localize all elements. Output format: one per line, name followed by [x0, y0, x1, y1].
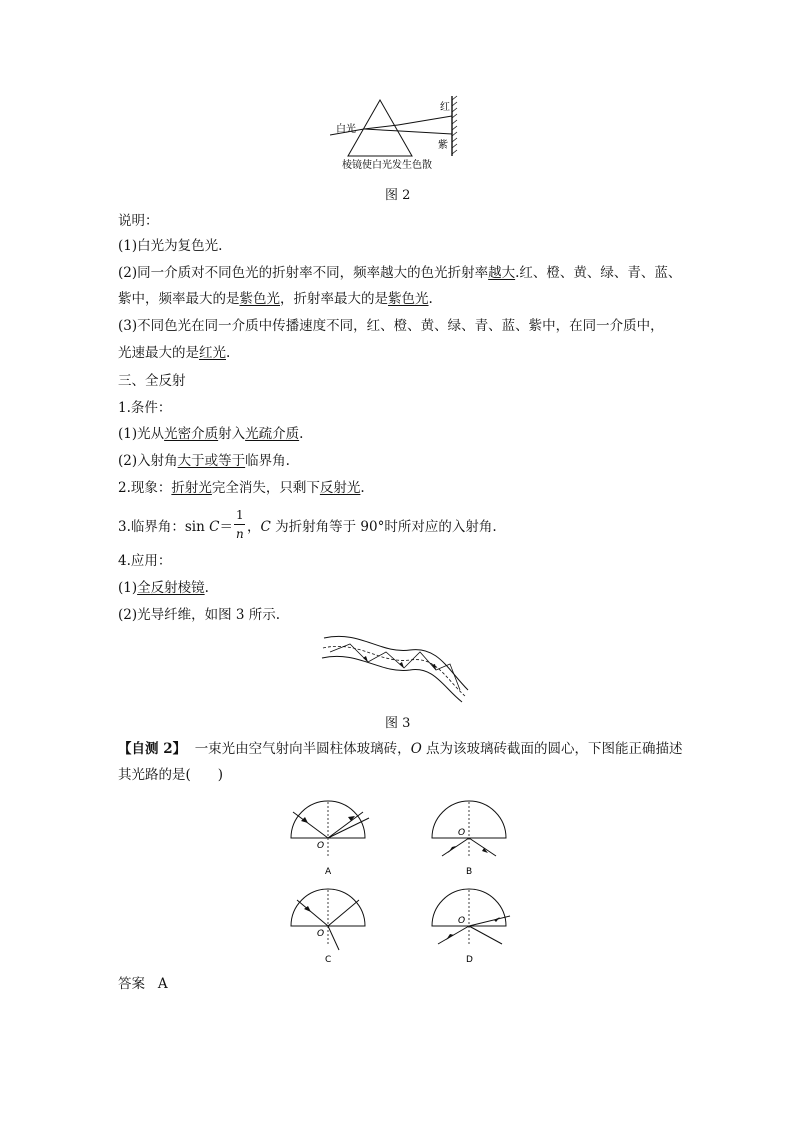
figure-2-caption: 图 2	[385, 188, 411, 203]
application-1	[118, 579, 209, 597]
critical-angle-d: 为折射角等于 90°时所对应的入射角.	[270, 519, 497, 535]
label-white-light: 白光	[336, 124, 356, 135]
condition-1-underline-1: 光密介质	[164, 426, 219, 442]
critical-angle-eq: ＝	[219, 519, 233, 535]
option-a-diagram	[283, 798, 373, 878]
phenomenon-b: 完全消失，只剩下	[211, 480, 320, 496]
condition-title: 1.条件：	[118, 400, 172, 416]
question-o: O	[410, 741, 422, 757]
label-red: 红	[440, 102, 450, 113]
answer-value: A	[157, 976, 168, 992]
note-p5-a: 光速最大的是	[118, 345, 199, 361]
note-p2-b: .红、橙、黄、绿、青、蓝、	[515, 265, 682, 281]
condition-2-a: (2)入射角	[118, 453, 178, 469]
phenomenon-a: 2.现象：	[118, 480, 172, 496]
note-p3-a: 紫中，频率最大的是	[118, 291, 240, 307]
critical-angle	[118, 507, 497, 541]
application-2: (2)光导纤维，如图 3 所示.	[118, 607, 281, 623]
note-p3-c: .	[428, 291, 433, 307]
note-p2-underline: 越大	[488, 265, 516, 281]
condition-1-c: .	[299, 426, 304, 442]
fraction-denominator: n	[235, 526, 244, 541]
note-p2	[118, 264, 681, 282]
option-a-label: A	[325, 867, 332, 877]
option-b-label: B	[466, 867, 473, 877]
option-b-diagram	[424, 798, 514, 878]
application-1-b: .	[204, 580, 209, 596]
phenomenon-c: .	[360, 480, 365, 496]
note-p3-underline-1: 紫色光	[239, 291, 280, 307]
figure-3-optical-fiber	[320, 630, 472, 706]
condition-1	[118, 425, 303, 443]
option-c-label: C	[325, 955, 332, 965]
option-d-label: D	[466, 955, 473, 965]
figure-2-prism-dispersion	[330, 94, 470, 174]
phenomenon-underline-1: 折射光	[171, 480, 212, 496]
question-line-1	[118, 740, 683, 758]
condition-1-a: (1)光从	[118, 426, 165, 442]
question-tag: 【自测 2】	[118, 741, 187, 757]
note-p5-b: .	[226, 345, 231, 361]
question-line-2: 其光路的是( )	[118, 767, 224, 783]
note-p5-underline: 红光	[199, 345, 226, 361]
fraction-numerator: 1	[235, 507, 244, 522]
option-b-center-label: O	[458, 828, 466, 838]
note-p5	[118, 344, 230, 362]
option-c-center-label: O	[317, 929, 325, 939]
question-text-1: 一束光由空气射向半圆柱体玻璃砖，	[194, 741, 411, 757]
note-title: 说明：	[118, 213, 159, 229]
fraction-1-over-n	[233, 507, 247, 541]
critical-angle-c: C	[209, 519, 220, 535]
critical-angle-b: ，	[246, 519, 261, 535]
answer	[118, 975, 168, 993]
note-p4: (3)不同色光在同一介质中传播速度不同，红、橙、黄、绿、青、蓝、紫中，在同一介质中，	[118, 318, 664, 334]
label-violet: 紫	[438, 140, 448, 151]
figure-2-inner-caption: 棱镜使白光发生色散	[342, 160, 432, 171]
option-d-center-label: O	[458, 916, 466, 926]
condition-2	[118, 452, 290, 470]
note-p3-underline-2: 紫色光	[388, 291, 429, 307]
note-p2-a: (2)同一介质对不同色光的折射率不同，频率越大的色光折射率	[118, 265, 489, 281]
condition-2-b: 临界角.	[245, 453, 290, 469]
phenomenon-underline-2: 反射光	[319, 480, 361, 496]
application-1-a: (1)	[118, 580, 138, 596]
note-p3-b: ，折射率最大的是	[280, 291, 388, 307]
note-p1: (1)白光为复色光.	[118, 238, 223, 254]
section-3-heading: 三、全反射	[118, 373, 186, 389]
option-a-center-label: O	[317, 841, 325, 851]
application-1-underline: 全反射棱镜	[137, 580, 205, 596]
condition-1-underline-2: 光疏介质	[245, 426, 300, 442]
note-p3	[118, 290, 433, 308]
condition-2-underline: 大于或等于	[177, 453, 246, 469]
phenomenon	[118, 479, 365, 497]
figure-3-caption: 图 3	[385, 716, 411, 731]
critical-angle-c2: C	[260, 519, 271, 535]
answer-label: 答案	[118, 976, 145, 992]
question-text-2: 点为该玻璃砖截面的圆心，下图能正确描述	[421, 741, 683, 757]
option-c-diagram	[283, 886, 373, 966]
condition-1-b: 射入	[218, 426, 246, 442]
option-d-diagram	[424, 886, 514, 966]
critical-angle-a: 3.临界角：sin	[118, 519, 210, 535]
application-title: 4.应用：	[118, 553, 172, 569]
